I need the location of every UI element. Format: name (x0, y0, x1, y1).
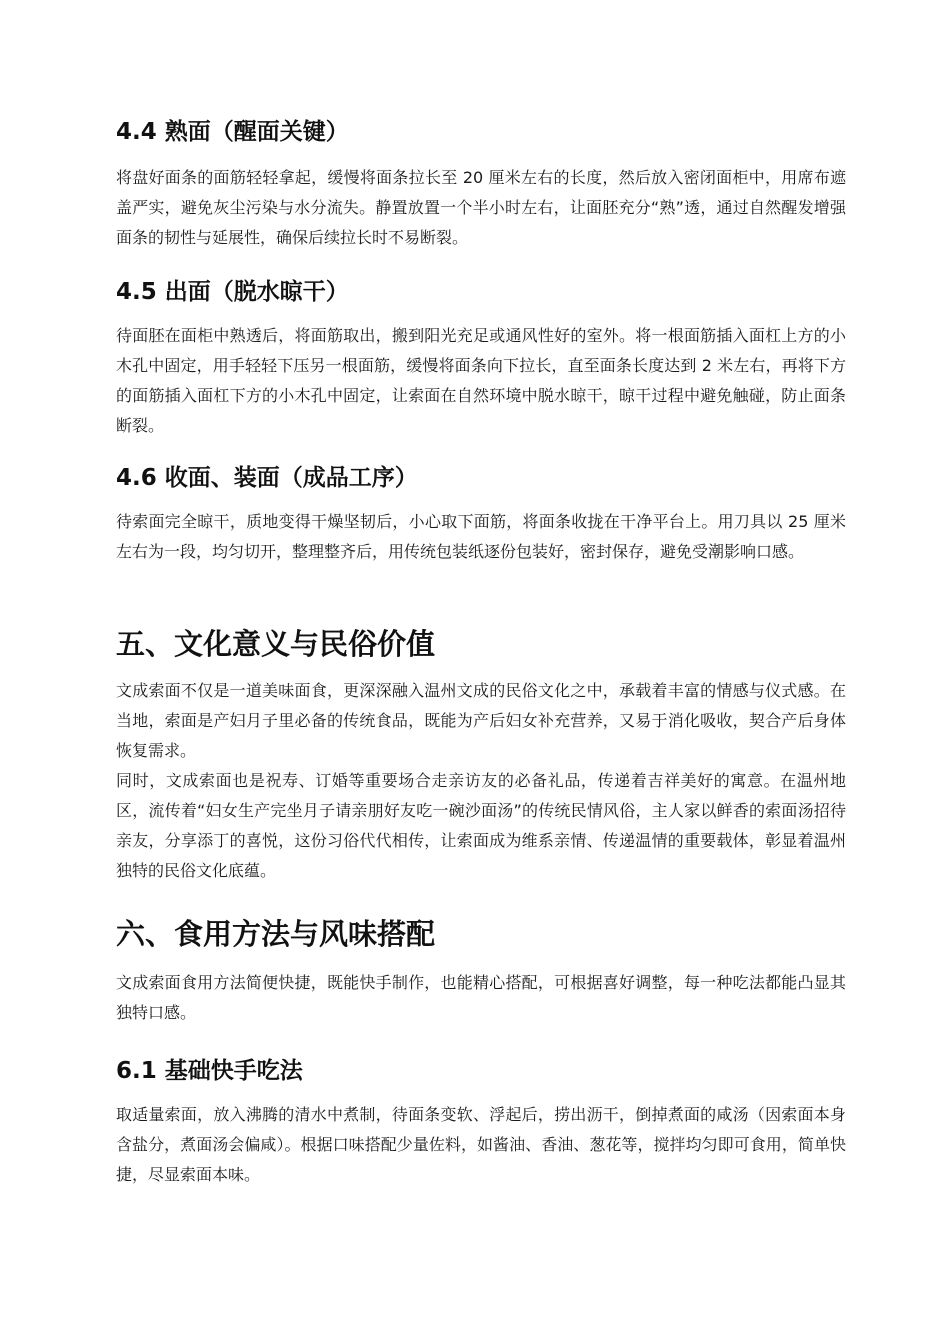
section-paragraph-6: 文成索面食用方法简便快捷，既能快手制作，也能精心搭配，可根据喜好调整，每一种吃法都能凸显其独特口感。 (116, 973, 846, 1022)
section-heading-4-6: 4.6 收面、装面（成品工序） (116, 465, 418, 491)
section-heading-4-4: 4.4 熟面（醒面关键） (116, 119, 349, 145)
section-paragraph-4-5: 待面胚在面柜中熟透后，将面筋取出，搬到阳光充足或通风性好的室外。将一根面筋插入面杠上方的小木孔中固定，用手轻轻下压另一根面筋，缓慢将面条向下拉长，直至面条长度达到 2 米左右，再将下方的面筋插入面杠下方的小木孔中固定，让索面在自然环境中脱水晾干，晾干过程中避免触碰，防止面条断裂。 (116, 326, 846, 435)
section-paragraph-4-6: 待索面完全晾干，质地变得干燥坚韧后，小心取下面筋，将面条收拢在干净平台上。用刀具以 25 厘米左右为一段，均匀切开，整理整齐后，用传统包装纸逐份包装好，密封保存，避免受潮影响口感。 (116, 512, 846, 561)
section-paragraph-5-2: 同时，文成索面也是祝寿、订婚等重要场合走亲访友的必备礼品，传递着吉祥美好的寓意。在温州地区，流传着“妇女生产完坐月子请亲朋好友吃一碗沙面汤”的传统民情风俗，主人家以鲜香的索面汤招待亲友，分享添丁的喜悦，这份习俗代代相传，让索面成为维系亲情、传递温情的重要载体，彰显着温州独特的民俗文化底蕴。 (116, 771, 846, 880)
section-heading-5: 五、文化意义与民俗价值 (116, 627, 436, 661)
section-heading-4-5: 4.5 出面（脱水晾干） (116, 279, 349, 305)
section-paragraph-6-1: 取适量索面，放入沸腾的清水中煮制，待面条变软、浮起后，捞出沥干，倒掉煮面的咸汤（因索面本身含盐分，煮面汤会偏咸）。根据口味搭配少量佐料，如酱油、香油、葱花等，搅拌均匀即可食用，简单快捷，尽显索面本味。 (116, 1105, 846, 1184)
section-heading-6: 六、食用方法与风味搭配 (116, 917, 436, 951)
section-paragraph-4-4: 将盘好面条的面筋轻轻拿起，缓慢将面条拉长至 20 厘米左右的长度，然后放入密闭面柜中，用席布遮盖严实，避免灰尘污染与水分流失。静置放置一个半小时左右，让面胚充分“熟”透，通过自然醒发增强面条的韧性与延展性，确保后续拉长时不易断裂。 (116, 168, 846, 247)
section-paragraph-5-1: 文成索面不仅是一道美味面食，更深深融入温州文成的民俗文化之中，承载着丰富的情感与仪式感。在当地，索面是产妇月子里必备的传统食品，既能为产后妇女补充营养，又易于消化吸收，契合产后身体恢复需求。 (116, 681, 846, 760)
section-heading-6-1: 6.1 基础快手吃法 (116, 1058, 303, 1084)
